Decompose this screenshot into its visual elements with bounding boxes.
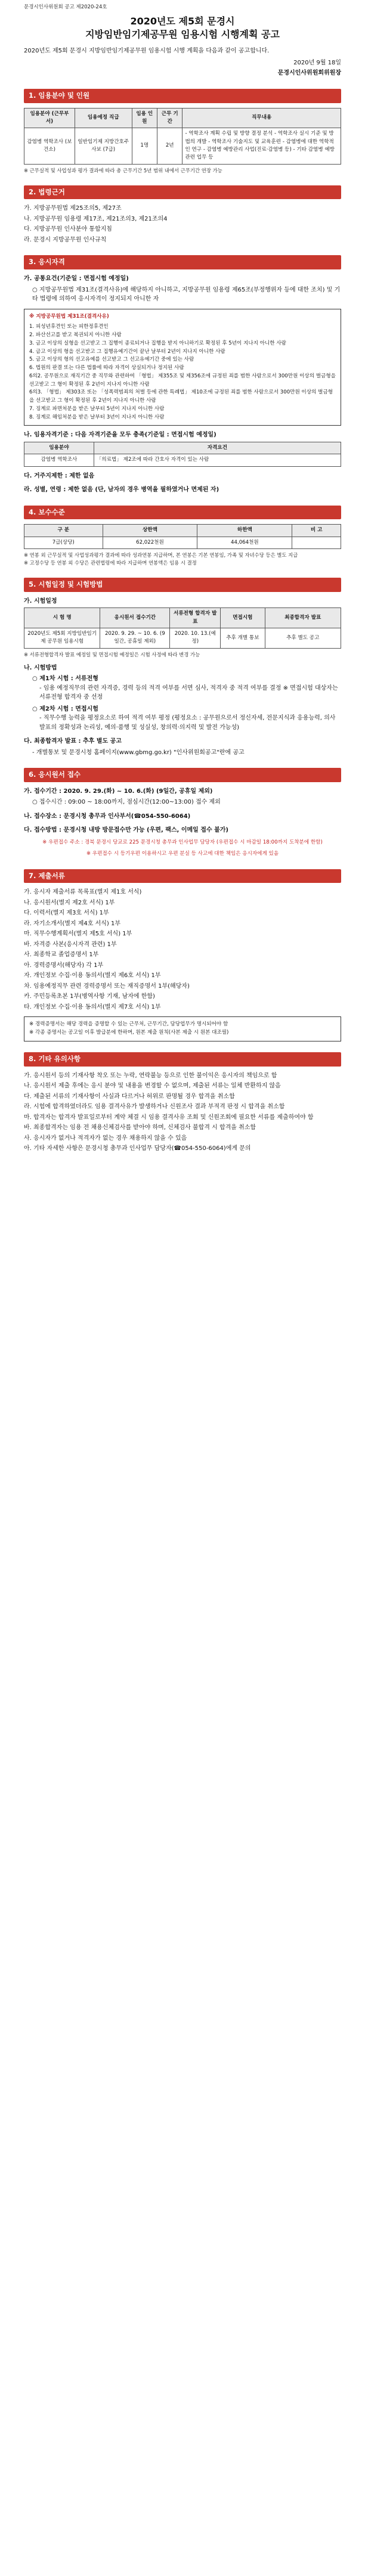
application-method: 다. 접수방법 : 문경시청 내방 방문접수만 가능 (우편, 팩스, 이메일 접수 불가) <box>24 827 228 834</box>
table-cell: 2020. 9. 29. ~ 10. 6. (9일간, 공휴일 제외) <box>100 628 170 648</box>
table-row <box>24 128 341 164</box>
table-header: 임용 인원 <box>132 108 157 128</box>
section-3-header: 3. 응시자격 <box>24 255 341 269</box>
table-header-row <box>24 442 341 454</box>
table-cell: 추후 개별 통보 <box>221 628 265 648</box>
table-cell: 2020. 10. 13.(예정) <box>170 628 221 648</box>
list-item: 나. 응시원서(별지 제2호 서식) 1부 <box>24 899 115 906</box>
intro-text: 2020년도 제5회 문경시 지방임반임기제공무원 임용시험 시행 계획을 다음과 같이 공고합니다. <box>24 48 270 55</box>
list-item: 라. 시험에 합격하였더라도 임용 결격사유가 발생하거나 신원조사 결과 부적격 판정 시 합격을 취소함 <box>24 1103 285 1111</box>
table-row <box>24 454 341 466</box>
page <box>12 0 353 1154</box>
list-item: 마. 직무수행계획서(별지 제5호 서식) 1부 <box>24 931 132 938</box>
table-cell: 감염병 역학조사 (보건소) <box>24 128 75 164</box>
title-line-1: 2020년도 제5회 문경시 <box>130 16 235 27</box>
table-header: 응시원서 접수기간 <box>100 608 170 628</box>
law-list <box>24 204 341 244</box>
list-item: 아. 경력증명서(해당자) 각 1부 <box>24 962 104 969</box>
section-2-header: 2. 법령근거 <box>24 185 341 200</box>
list-item: 다. 제출된 서류의 기재사항이 사실과 다르거나 허위로 판명될 경우 합격을 취소함 <box>24 1093 235 1100</box>
list-item: 카. 주민등록초본 1부(병역사항 기재, 남자에 한함) <box>24 993 155 1000</box>
list-item: 가. 응시자 제출서류 목록표(별지 제1호 서식) <box>24 889 142 896</box>
section-5-header: 5. 시험일정 및 시험방법 <box>24 578 341 592</box>
table-cell: 1명 <box>132 128 157 164</box>
list-item: 자. 개인정보 수집·이용 동의서(별지 제6호 서식) 1부 <box>24 972 161 979</box>
table-cell: - 역학조사 계획 수립 및 방향 결정 분석 - 역학조사 실시 기준 및 방법의 개발 - 역학조사 기술지도 및 교육훈련 - 감염병에 대한 역학적인 연구 - 감염병 예방관리 사업(진료·감염병 등) - 기타 감염병 예방 관련 업무 등 <box>182 128 341 164</box>
table-header: 비 고 <box>292 525 341 537</box>
table-cell: 일반임기제 지방간호주사보 (7급) <box>75 128 132 164</box>
table-header: 최종합격자 발표 <box>265 608 341 628</box>
salary-note: ※ 연봉 외 근무실적 및 사업성과평가 결과에 따라 성과연봉 지급하며, 본 연봉은 기본 연봉임, 가족 및 자녀수당 등은 별도 지급 <box>24 552 298 558</box>
list-item: 가. 응시원서 등의 기재사항 착오 또는 누락, 연락불능 등으로 인한 불이익은 응시자의 책임으로 함 <box>24 1072 277 1079</box>
section-6-header: 6. 응시원서 접수 <box>24 768 341 782</box>
list-item: 나. 응시원서 제출 후에는 응시 분야 및 내용을 변경할 수 없으며, 제출된 서류는 일체 반환하지 않음 <box>24 1083 281 1090</box>
list-item: 바. 최종합격자는 임용 전 채용신체검사를 받아야 하며, 신체검사 불합격 시 합격을 취소함 <box>24 1124 256 1132</box>
disqualification-box <box>24 309 341 426</box>
table-cell: 7급(상당) <box>24 537 103 548</box>
table-row <box>24 537 341 548</box>
list-item: 마. 합격자는 합격자 발표일로부터 계약 체결 시 임용 결격사유 조회 및 신원조회에 필요한 서류를 제출하여야 함 <box>24 1114 314 1121</box>
title-line-2: 지방임반임기제공무원 임용시험 시행계획 공고 <box>85 28 280 40</box>
list-item: 사. 응시자가 없거나 적격자가 없는 경우 채용하지 않을 수 있음 <box>24 1134 187 1142</box>
table-cell: 2년 <box>157 128 182 164</box>
table-header: 임용분야 (근무부서) <box>24 108 75 128</box>
table-cell: 44,064천원 <box>197 537 292 548</box>
schedule-table <box>24 607 341 648</box>
table-header: 구 분 <box>24 525 103 537</box>
list-item: 7. 징계로 파면처분을 받은 날부터 5년이 지나지 아니한 사람 <box>29 405 165 412</box>
section-1-header: 1. 임용분야 및 인원 <box>24 89 341 103</box>
qualification-heading: 나. 임용자격기준 : 다음 자격기준을 모두 충족(기준일 : 면접시험 예정일) <box>24 432 216 439</box>
stage-1-detail: - 임용 예정직무의 관련 자격증, 경력 등의 적격 여부를 서면 심사, 적격자 중 적격 여부를 결정 ※ 면접시험 대상자는 서류전형 합격자 중 선정 <box>39 684 338 701</box>
mail-notice: ※ 우편접수 주소 : 경북 문경시 당교로 225 문경시청 총무과 인사업무 담당자 (우편접수 시 마감일 18:00까지 도착분에 한함) <box>42 839 323 845</box>
table-header-row <box>24 525 341 537</box>
list-item: 6. 법원의 판결 또는 다른 법률에 따라 자격이 상실되거나 정지된 사람 <box>29 365 184 371</box>
list-item: 라. 자기소개서(별지 제4호 서식) 1부 <box>24 920 121 927</box>
table-header: 임용분야 <box>24 442 94 454</box>
list-item: 아. 기타 자세한 사항은 문경시청 총무과 인사업무 담당자(☎054-550-6064)에게 문의 <box>24 1145 251 1152</box>
table-row <box>24 628 341 648</box>
list-item: 가. 지방공무원법 제25조의5, 제27조 <box>24 205 122 212</box>
documents-note-box <box>24 1016 341 1041</box>
list-item: 8. 징계로 해임처분을 받은 날부터 3년이 지나지 아니한 사람 <box>29 414 165 420</box>
table-cell: 62,022천원 <box>103 537 197 548</box>
method-heading: 나. 시험방법 <box>24 664 57 671</box>
table-header: 임용예정 직급 <box>75 108 132 128</box>
list-item: 타. 개인정보 수집·이용 동의서(별지 제7호 서식) 1부 <box>24 1003 161 1010</box>
application-hours: ○ 접수시간 : 09:00 ~ 18:00까지, 점심시간(12:00~13:00) 접수 제외 <box>32 799 221 806</box>
gender-age-restriction: 라. 성별, 연령 : 제한 없음 (단, 남자의 경우 병역을 필하였거나 면제된 자) <box>24 486 219 494</box>
table-header: 하한액 <box>197 525 292 537</box>
list-item: 사. 최종학교 졸업증명서 1부 <box>24 951 99 959</box>
list-item: 3. 금고 이상의 실형을 선고받고 그 집행이 종료되거나 집행을 받지 아니하기로 확정된 후 5년이 지나지 아니한 사람 <box>29 340 286 346</box>
table-cell: 감염병 역학조사 <box>24 454 94 466</box>
table-cell <box>292 537 341 548</box>
application-period: 가. 접수기간 : 2020. 9. 29.(화) ~ 10. 6.(화) (9일간, 공휴일 제외) <box>24 788 213 795</box>
documents-list <box>24 888 341 1012</box>
stage-2-title: ○ 제2차 시험 : 면접시험 <box>32 705 98 712</box>
recruitment-table <box>24 108 341 165</box>
table-note: ※ 근무실적 및 사업성과 평가 결과에 따라 총 근무기간 5년 범위 내에서 근무기간 연장 가능 <box>24 167 222 173</box>
list-item: 다. 지방공무원 인사분야 통합지침 <box>24 226 112 233</box>
list-item: 차. 임용예정직무 관련 경력증명서 또는 재직증명서 1부(해당자) <box>24 982 190 990</box>
notice-number: 문경시인사위원회 공고 제2020-24호 <box>24 4 107 10</box>
table-header: 직무내용 <box>182 108 341 128</box>
page-title <box>24 15 341 41</box>
issuer: 문경시인사위원회위원장 <box>277 70 341 77</box>
table-header: 시 험 명 <box>24 608 100 628</box>
schedule-heading: 가. 시험일정 <box>24 597 57 605</box>
stage-1-title: ○ 제1차 시험 : 서류전형 <box>32 675 98 683</box>
list-item: 2. 파산선고를 받고 복권되지 아니한 사람 <box>29 332 122 339</box>
table-cell: 2020년도 제5회 지방임반임기제 공무원 임용시험 <box>24 628 100 648</box>
salary-note: ※ 고정수당 등 연봉 외 수당은 관련법령에 따라 지급하며 연봉액은 임용 시 결정 <box>24 560 197 566</box>
table-header-row <box>24 608 341 628</box>
salary-table <box>24 524 341 549</box>
schedule-note: ※ 서류전형합격자 발표 예정일 및 면접시험 예정일은 시험 사정에 따라 변경 가능 <box>24 651 200 658</box>
table-header: 자격요건 <box>94 442 341 454</box>
application-place: 나. 접수장소 : 문경시청 총무과 인사부서(☎054-550-6064) <box>24 813 191 820</box>
list-item: 6의2. 공무원으로 재직기간 중 직무와 관련하여 「형법」 제355조 및 제356조에 규정된 죄를 범한 사람으로서 300만원 이상의 벌금형을 선고받고 그 형이 확정된 후 2년이 지나지 아니한 사람 <box>29 373 336 388</box>
table-header: 면접시험 <box>221 608 265 628</box>
list-item: ※ 각종 증명서는 공고일 이후 발급분에 한하며, 원본 제출 원칙(사본 제출 시 원본 대조필) <box>29 1030 229 1036</box>
section-7-header: 7. 제출서류 <box>24 869 341 884</box>
box-title: ※ 지방공무원법 제31조(결격사유) <box>29 313 109 320</box>
section-4-header: 4. 보수수준 <box>24 506 341 520</box>
list-item: 바. 자격증 사본(응시자격 관련) 1부 <box>24 941 117 948</box>
table-header: 근무 기간 <box>157 108 182 128</box>
list-item: 1. 피성년후견인 또는 피한정후견인 <box>29 324 109 330</box>
mail-notice: ※ 우편접수 시 등기우편 이용하시고 우편 분실 등 사고에 대한 책임은 응시자에게 있음 <box>86 851 279 857</box>
table-header-row <box>24 108 341 128</box>
qualification-table <box>24 442 341 467</box>
list-item: 6의3. 「형법」 제303조 또는 「성폭력범죄의 처벌 등에 관한 특례법」 제10조에 규정된 죄를 범한 사람으로서 300만원 이상의 벌금형을 선고받고 그 형이 확정된 후 2년이 지나지 아니한 사람 <box>29 389 333 404</box>
list-item: 라. 문경시 지방공무원 인사규칙 <box>24 236 107 243</box>
table-cell: 「의료법」 제2조에 따라 간호사 자격이 있는 사람 <box>94 454 341 466</box>
common-requirements-heading: 가. 공통요건(기준일 : 면접시험 예정일) <box>24 275 129 283</box>
issue-date: 2020년 9월 18일 <box>293 59 341 66</box>
list-item: 나. 지방공무원 임용령 제17조, 제21조의3, 제21조의4 <box>24 215 168 222</box>
section-8-header: 8. 기타 유의사항 <box>24 1052 341 1067</box>
notes-list <box>24 1071 341 1154</box>
list-item: 5. 금고 이상의 형의 선고유예를 선고받고 그 선고유예기간 중에 있는 사람 <box>29 357 194 363</box>
table-header: 서류전형 합격자 발표 <box>170 608 221 628</box>
table-header: 상한액 <box>103 525 197 537</box>
stage-2-detail: - 직무수행 능력을 평정요소로 하여 적격 여부 평정 (평정요소 : 공무원으로서 정신자세, 전문지식과 응용능력, 의사발표의 정확성과 논리성, 예의·품행 및 성실성, 창의력·의지력 및 발전 가능성) <box>39 715 336 731</box>
list-item: ○ 지방공무원법 제31조(결격사유)에 해당하지 아니하고, 지방공무원 임용령 제65조(부정행위자 등에 대한 조치) 및 기타 법령에 의하여 응시자격이 정지되지 아니한 자 <box>32 286 341 303</box>
table-cell: 추후 별도 공고 <box>265 628 341 648</box>
list-item: 다. 이력서(별지 제3호 서식) 1부 <box>24 910 109 917</box>
residence-restriction: 다. 거주지제한 : 제한 없음 <box>24 472 95 479</box>
list-item: ※ 경력증명서는 해당 경력을 증명할 수 있는 근무처, 근무기간, 담당업무가 명시되어야 함 <box>29 1021 228 1028</box>
final-announcement-detail: - 개별통보 및 문경시청 홈페이지(www.gbmg.go.kr) "인사위원회공고"란에 공고 <box>32 749 245 756</box>
date-issuer <box>24 58 341 78</box>
final-announcement-heading: 다. 최종합격자 발표 : 추후 별도 공고 <box>24 738 122 745</box>
list-item: 4. 금고 이상의 형을 선고받고 그 집행유예기간이 끝난 날부터 2년이 지나지 아니한 사람 <box>29 348 225 355</box>
